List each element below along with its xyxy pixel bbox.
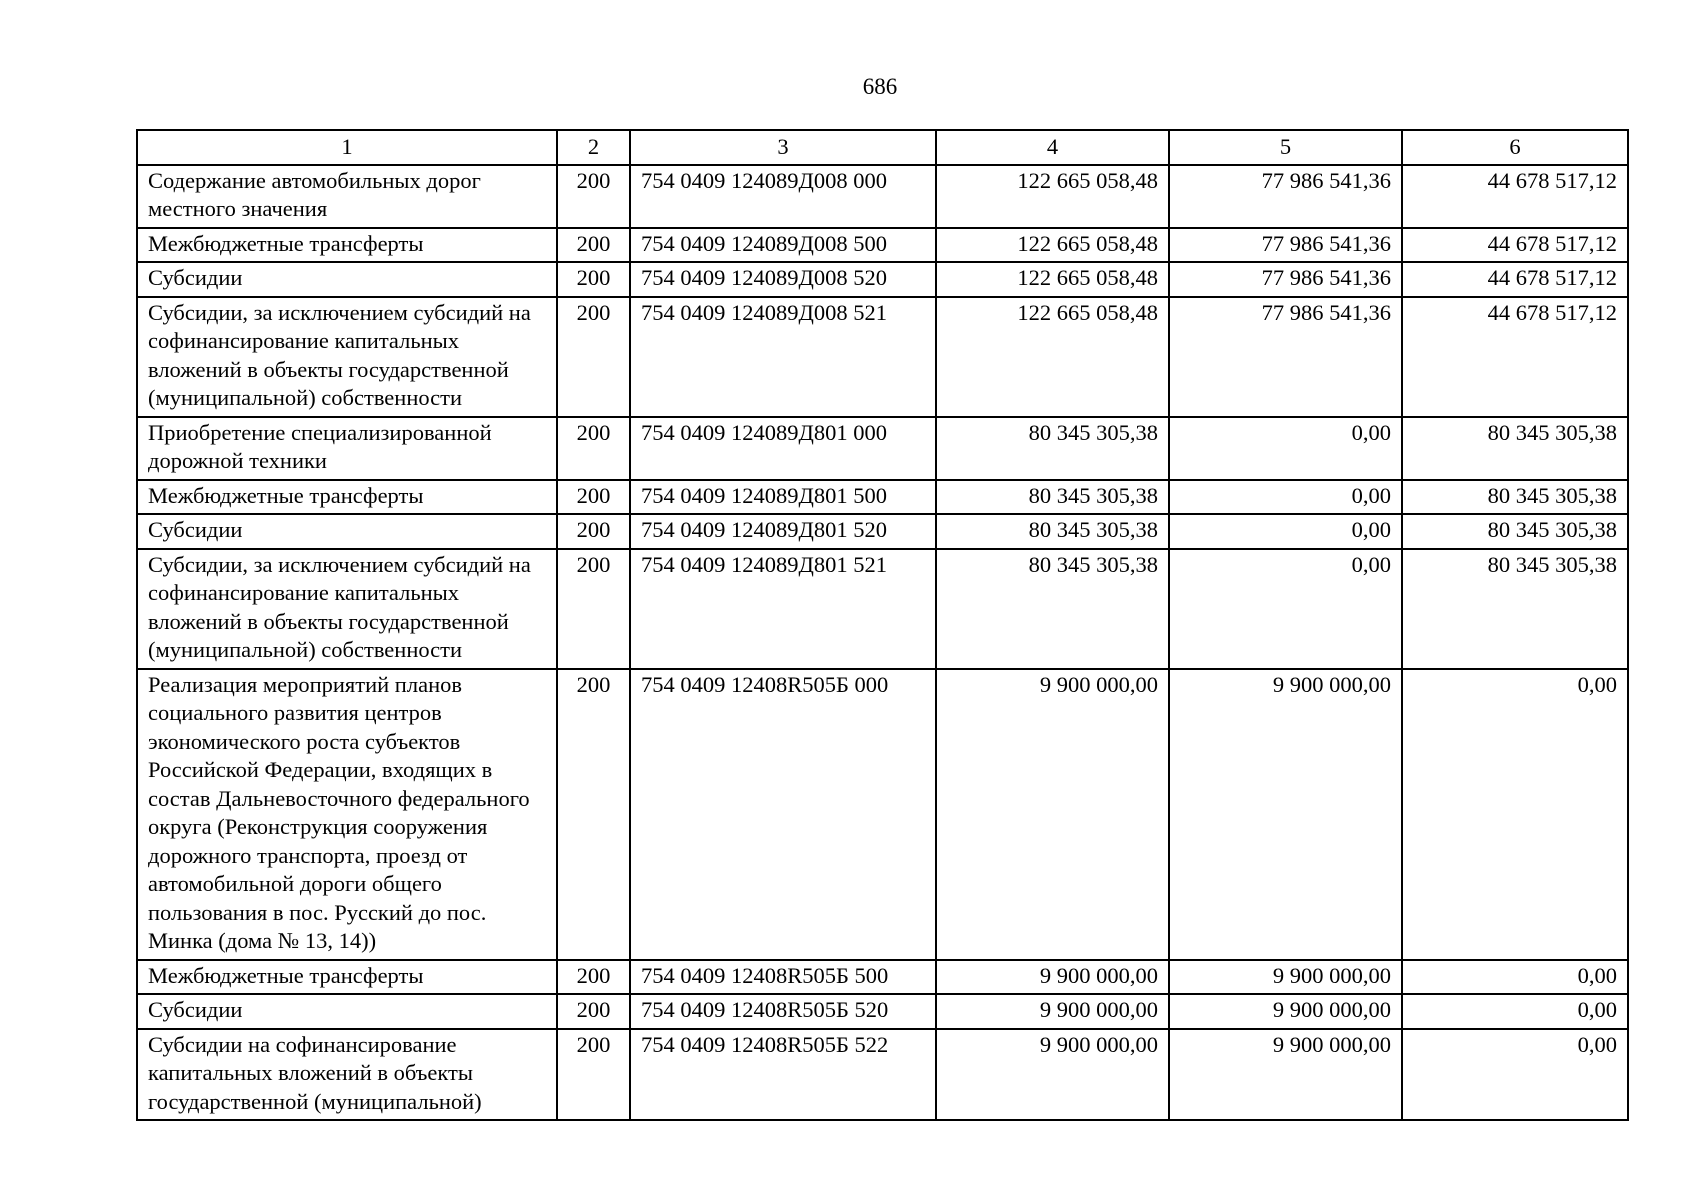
row-name: Межбюджетные трансферты <box>137 960 557 995</box>
row-value-6: 0,00 <box>1402 1029 1628 1121</box>
row-value-4: 80 345 305,38 <box>936 417 1169 480</box>
row-budget-code: 754 0409 124089Д801 000 <box>630 417 936 480</box>
row-code: 200 <box>557 165 630 228</box>
row-value-4: 80 345 305,38 <box>936 514 1169 549</box>
row-value-5: 77 986 541,36 <box>1169 297 1402 417</box>
row-value-4: 80 345 305,38 <box>936 480 1169 515</box>
row-value-4: 9 900 000,00 <box>936 994 1169 1029</box>
row-code: 200 <box>557 480 630 515</box>
row-value-6: 44 678 517,12 <box>1402 228 1628 263</box>
row-value-6: 0,00 <box>1402 994 1628 1029</box>
row-name: Реализация мероприятий планов социального развития центров экономического роста субъектов Российской Федерации, входящих в состав Дальневосточного федерального округа (Реконструкция сооружения дорожного транспорта, проезд от автомобильной дороги общего пользования в пос. Русский до пос. Минка (дома № 13, 14)) <box>137 669 557 960</box>
table-row <box>137 514 1628 549</box>
table-row <box>137 549 1628 669</box>
row-budget-code: 754 0409 12408R505Б 500 <box>630 960 936 995</box>
column-header: 4 <box>936 130 1169 165</box>
row-budget-code: 754 0409 124089Д801 500 <box>630 480 936 515</box>
row-name: Межбюджетные трансферты <box>137 228 557 263</box>
row-value-4: 9 900 000,00 <box>936 960 1169 995</box>
row-value-4: 122 665 058,48 <box>936 297 1169 417</box>
row-code: 200 <box>557 994 630 1029</box>
row-value-6: 0,00 <box>1402 960 1628 995</box>
page-number: 686 <box>862 74 898 99</box>
table-row <box>137 480 1628 515</box>
row-budget-code: 754 0409 124089Д008 521 <box>630 297 936 417</box>
row-name: Межбюджетные трансферты <box>137 480 557 515</box>
row-value-5: 77 986 541,36 <box>1169 262 1402 297</box>
column-header: 6 <box>1402 130 1628 165</box>
row-value-6: 80 345 305,38 <box>1402 480 1628 515</box>
table-row <box>137 669 1628 960</box>
row-value-6: 44 678 517,12 <box>1402 165 1628 228</box>
table-row <box>137 1029 1628 1121</box>
row-budget-code: 754 0409 124089Д008 500 <box>630 228 936 263</box>
row-code: 200 <box>557 228 630 263</box>
row-budget-code: 754 0409 12408R505Б 000 <box>630 669 936 960</box>
row-code: 200 <box>557 514 630 549</box>
row-value-4: 122 665 058,48 <box>936 228 1169 263</box>
row-budget-code: 754 0409 124089Д008 000 <box>630 165 936 228</box>
row-name: Содержание автомобильных дорог местного значения <box>137 165 557 228</box>
row-budget-code: 754 0409 12408R505Б 522 <box>630 1029 936 1121</box>
table-row <box>137 994 1628 1029</box>
row-value-5: 9 900 000,00 <box>1169 994 1402 1029</box>
row-name: Субсидии, за исключением субсидий на софинансирование капитальных вложений в объекты государственной (муниципальной) собственности <box>137 297 557 417</box>
row-value-6: 0,00 <box>1402 669 1628 960</box>
row-value-5: 0,00 <box>1169 480 1402 515</box>
row-name: Субсидии, за исключением субсидий на софинансирование капитальных вложений в объекты государственной (муниципальной) собственности <box>137 549 557 669</box>
table-row <box>137 960 1628 995</box>
row-value-5: 77 986 541,36 <box>1169 165 1402 228</box>
table-row <box>137 417 1628 480</box>
row-budget-code: 754 0409 124089Д008 520 <box>630 262 936 297</box>
row-name: Субсидии на софинансирование капитальных вложений в объекты государственной (муниципальной) <box>137 1029 557 1121</box>
column-header: 2 <box>557 130 630 165</box>
row-name: Приобретение специализированной дорожной техники <box>137 417 557 480</box>
row-code: 200 <box>557 297 630 417</box>
row-value-5: 0,00 <box>1169 549 1402 669</box>
row-name: Субсидии <box>137 262 557 297</box>
row-code: 200 <box>557 669 630 960</box>
column-header: 5 <box>1169 130 1402 165</box>
row-code: 200 <box>557 549 630 669</box>
row-budget-code: 754 0409 12408R505Б 520 <box>630 994 936 1029</box>
table-body <box>137 165 1628 1121</box>
header-row <box>137 130 1628 165</box>
row-value-6: 80 345 305,38 <box>1402 417 1628 480</box>
row-value-5: 0,00 <box>1169 417 1402 480</box>
row-code: 200 <box>557 960 630 995</box>
row-value-4: 9 900 000,00 <box>936 1029 1169 1121</box>
table-row <box>137 165 1628 228</box>
row-value-6: 80 345 305,38 <box>1402 514 1628 549</box>
row-value-6: 44 678 517,12 <box>1402 262 1628 297</box>
row-name: Субсидии <box>137 514 557 549</box>
row-value-4: 9 900 000,00 <box>936 669 1169 960</box>
row-value-5: 9 900 000,00 <box>1169 960 1402 995</box>
column-header: 3 <box>630 130 936 165</box>
row-value-4: 80 345 305,38 <box>936 549 1169 669</box>
row-budget-code: 754 0409 124089Д801 521 <box>630 549 936 669</box>
table-row <box>137 297 1628 417</box>
row-value-4: 122 665 058,48 <box>936 165 1169 228</box>
row-code: 200 <box>557 1029 630 1121</box>
table-row <box>137 228 1628 263</box>
row-value-6: 44 678 517,12 <box>1402 297 1628 417</box>
row-code: 200 <box>557 417 630 480</box>
row-value-4: 122 665 058,48 <box>936 262 1169 297</box>
row-value-5: 9 900 000,00 <box>1169 669 1402 960</box>
row-value-5: 77 986 541,36 <box>1169 228 1402 263</box>
row-budget-code: 754 0409 124089Д801 520 <box>630 514 936 549</box>
row-name: Субсидии <box>137 994 557 1029</box>
budget-table <box>136 129 1629 1121</box>
row-code: 200 <box>557 262 630 297</box>
row-value-6: 80 345 305,38 <box>1402 549 1628 669</box>
column-header: 1 <box>137 130 557 165</box>
row-value-5: 0,00 <box>1169 514 1402 549</box>
table-row <box>137 262 1628 297</box>
row-value-5: 9 900 000,00 <box>1169 1029 1402 1121</box>
